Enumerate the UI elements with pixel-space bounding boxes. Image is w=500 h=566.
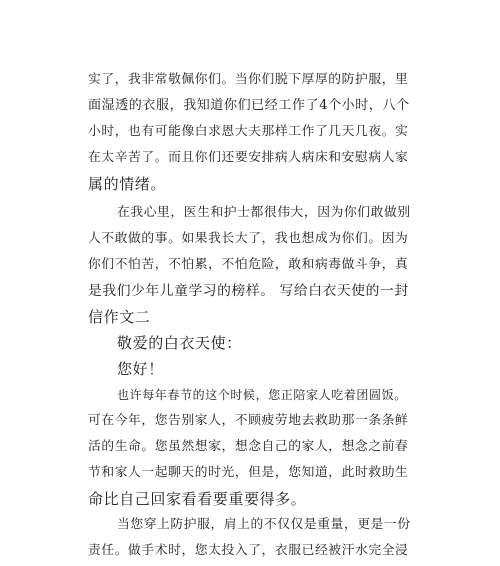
text-line: 实了，我非常敬佩你们。当你们脱下厚厚的防护服，里 <box>88 72 409 87</box>
text-line: 活的生命。您虽然想家，想念自己的家人，想念之前春 <box>88 439 409 454</box>
text-line: 在太辛苦了。而且你们还要安排病人病床和安慰病人家 <box>88 150 409 165</box>
text-line: 你们不怕苦，不怕累，不怕危险，敢和病毒做斗争，真 <box>88 257 409 272</box>
text-line: 小时，也有可能像白求恩大夫那样工作了几天几夜。实 <box>88 124 409 139</box>
text-line: 是我们少年儿童学习的榜样。 写给白衣天使的一封 <box>88 283 409 299</box>
text-line: 面湿透的衣服，我知道你们已经工作了4个小时，八个 <box>88 98 410 113</box>
text-line: 人不敢做的事。如果我长大了，我也想成为你们。因为 <box>88 231 409 246</box>
text-line: 命比自己回家看看要重要得多。 <box>88 490 307 508</box>
text-line: 也许每年春节的这个时候，您正陪家人吃着团圆饭。 <box>117 388 407 402</box>
greeting: 您好！ <box>117 360 164 378</box>
text-line: 信作文二 <box>88 308 151 326</box>
text-line: 在我心里，医生和护士都很伟大，因为你们敢做别 <box>117 205 411 220</box>
text-line: 属的情绪。 <box>88 175 167 193</box>
text-line: 可在今年，您告别家人，不顾疲劳地去救助那一条条鲜 <box>88 413 409 428</box>
text-line: 节和家人一起聊天的时光，但是，您知道，此时救助生 <box>88 465 409 480</box>
salutation: 敬爱的白衣天使： <box>117 334 242 352</box>
text-line: 责任。做手术时，您太投入了，衣服已经被汗水完全浸 <box>88 543 409 558</box>
text-line: 当您穿上防护服，肩上的不仅仅是重量，更是一份 <box>117 517 411 532</box>
